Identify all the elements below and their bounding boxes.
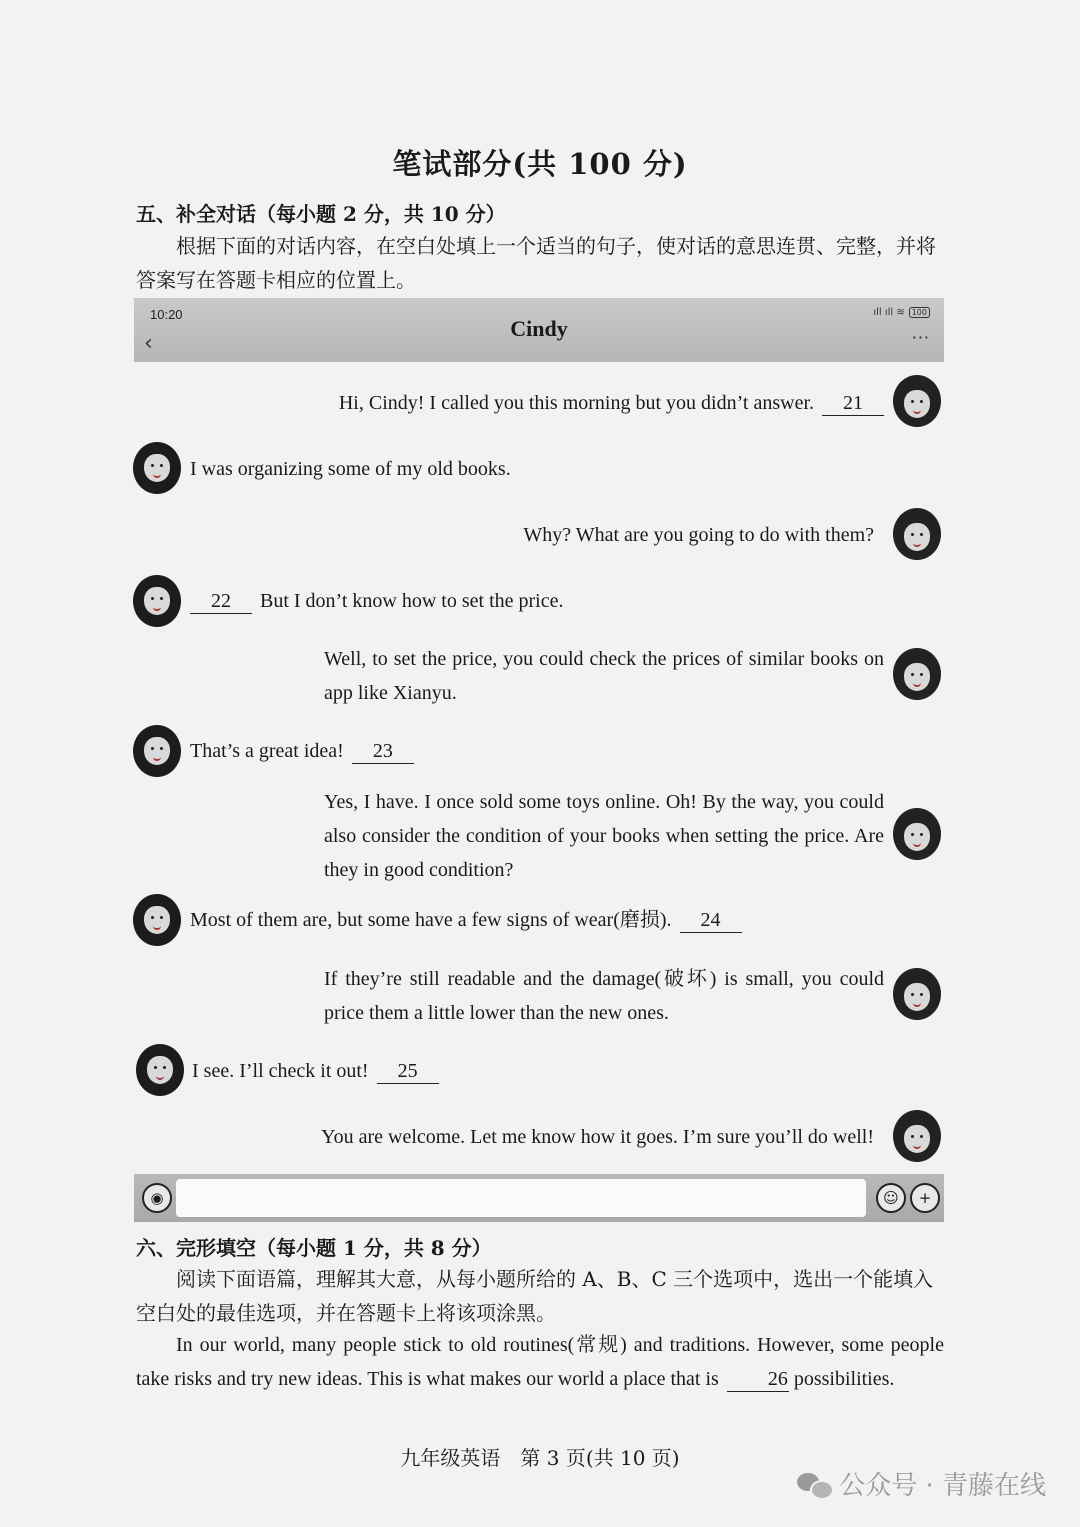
section-6-heading: 六、完形填空（每小题 1 分，共 8 分）: [136, 1236, 492, 1260]
cloze-passage: [136, 1328, 944, 1396]
more-options-button[interactable]: ···: [911, 328, 930, 347]
message-text: That’s a great idea!: [190, 740, 344, 762]
chevron-left-icon[interactable]: ‹: [144, 331, 153, 356]
section-6-instruction: 阅读下面语篇，理解其大意，从每小题所给的 A、B、C 三个选项中，选出一个能填入空白处的最佳选项，并在答题卡上将该项涂黑。: [136, 1267, 934, 1325]
answer-blank: 23: [352, 739, 414, 764]
boy-avatar: [893, 508, 941, 560]
girl-avatar: [133, 442, 181, 494]
wechat-icon: [797, 1471, 831, 1497]
status-time: 10:20: [150, 307, 183, 322]
page-title: 笔试部分(共 100 分): [392, 147, 688, 181]
message-text: You are welcome. Let me know how it goes. I’m sure you’ll do well!: [321, 1126, 874, 1148]
message-text: Hi, Cindy! I called you this morning but you didn’t answer.: [338, 392, 814, 414]
message-text: If they’re still readable and the damage(破坏) is small, you could price them a little lower than the new ones.: [324, 968, 884, 1024]
chat-message-right: [300, 518, 874, 552]
message-input[interactable]: [176, 1179, 866, 1217]
message-text: Most of them are, but some have a few signs of wear(磨损).: [190, 909, 672, 931]
watermark: [797, 1465, 1046, 1502]
passage-text: In our world, many people stick to old routines(常规) and traditions. However, some people take risks and try new ideas. This is what makes our world a place that is: [136, 1334, 944, 1390]
page-footer: 九年级英语 第 3 页(共 10 页): [400, 1446, 680, 1470]
chat-message-right: [324, 785, 884, 887]
battery-icon: 100: [909, 307, 930, 318]
message-text: I was organizing some of my old books.: [190, 458, 511, 480]
message-text: But I don’t know how to set the price.: [260, 590, 564, 612]
girl-avatar: [133, 575, 181, 627]
boy-avatar: [893, 808, 941, 860]
message-text: Yes, I have. I once sold some toys online. Oh! By the way, you could also consider the condition of your books when setting the price. Are they in good condition?: [324, 791, 884, 881]
chat-message-right: [324, 962, 884, 1030]
message-text: Why? What are you going to do with them?: [523, 524, 874, 546]
chat-message-left: [190, 903, 742, 937]
plus-icon[interactable]: +: [910, 1183, 940, 1213]
voice-icon[interactable]: ◉: [142, 1183, 172, 1213]
answer-blank: 24: [680, 908, 742, 933]
chat-message-left: [190, 734, 414, 768]
boy-avatar: [893, 968, 941, 1020]
boy-avatar: [893, 1110, 941, 1162]
contact-name: Cindy: [510, 316, 568, 341]
boy-avatar: [893, 648, 941, 700]
answer-blank: 22: [190, 589, 252, 614]
chat-message-left: [190, 452, 511, 486]
chat-message-right: [200, 1120, 874, 1154]
answer-blank: 26: [727, 1367, 789, 1392]
chat-message-right: [324, 642, 884, 710]
chat-input-bar: [134, 1174, 944, 1222]
girl-avatar: [133, 894, 181, 946]
message-text: Well, to set the price, you could check the prices of similar books on app like Xianyu.: [324, 648, 884, 704]
emoji-icon[interactable]: ☺: [876, 1183, 906, 1213]
boy-avatar: [893, 375, 941, 427]
chat-header-bar: [134, 298, 944, 362]
chat-message-left: [190, 584, 563, 618]
girl-avatar: [133, 725, 181, 777]
chat-message-left: [192, 1054, 439, 1088]
signal-wifi-icon: ıll ıll ≋: [873, 307, 905, 318]
answer-blank: 25: [377, 1059, 439, 1084]
chat-message-right: [200, 386, 884, 420]
passage-text-end: possibilities.: [793, 1368, 895, 1390]
watermark-text: 公众号 · 青藤在线: [839, 1471, 1046, 1501]
section-5-instruction: 根据下面的对话内容，在空白处填上一个适当的句子，使对话的意思连贯、完整，并将答案写在答题卡相应的位置上。: [136, 234, 936, 292]
section-5-heading: 五、补全对话（每小题 2 分，共 10 分）: [136, 202, 506, 226]
message-text: I see. I’ll check it out!: [192, 1060, 369, 1082]
girl-avatar: [136, 1044, 184, 1096]
answer-blank: 21: [822, 391, 884, 416]
